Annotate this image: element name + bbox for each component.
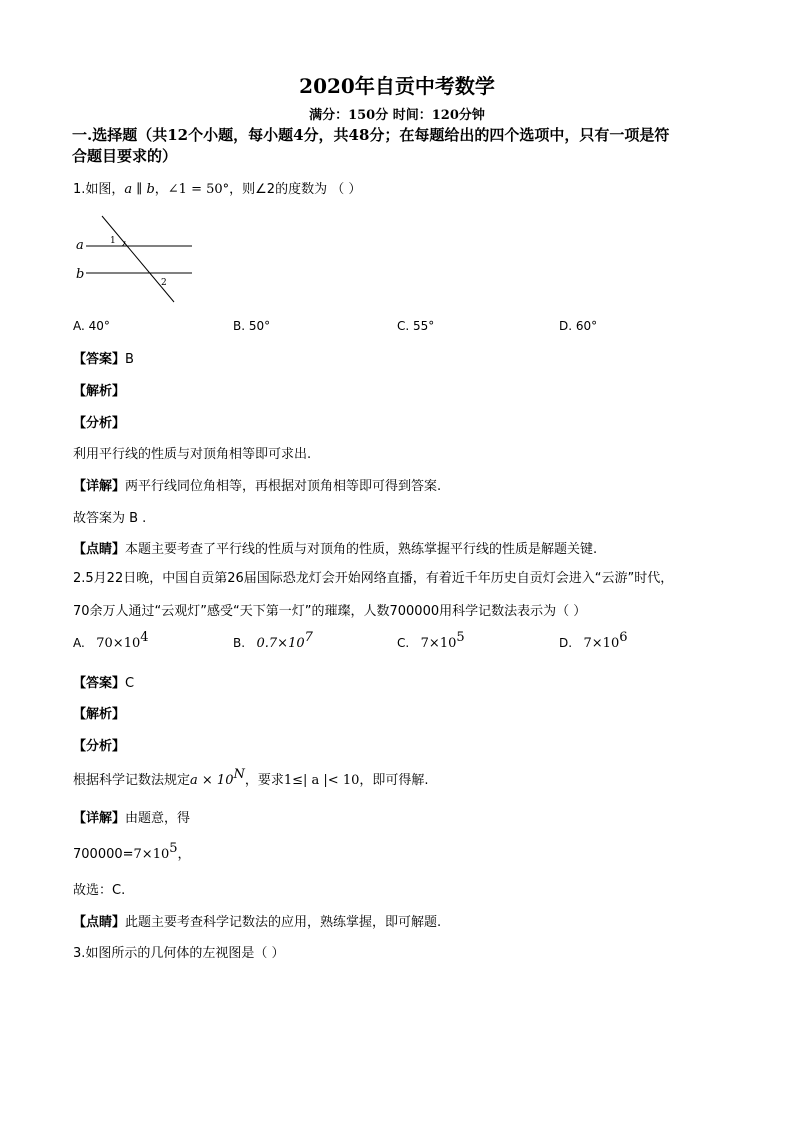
option-exp: 5 <box>456 630 465 645</box>
option-base: 7×10 <box>583 636 620 651</box>
transversal-line <box>102 216 174 302</box>
page-title: 2020年自贡中考数学 <box>299 74 495 98</box>
q1-stem-prefix: 1.如图， <box>73 182 125 197</box>
fenxi-prefix: 根据科学记数法规定 <box>73 773 191 788</box>
section-title-line1: 一.选择题（共12个小题，每小题4分，共48分；在每题给出的四个选项中，只有一项是符 <box>72 126 670 144</box>
q1-stem-parallel: ∥ <box>132 182 147 197</box>
fenxi-suffix: ，即可得解. <box>359 773 429 788</box>
q2-equation <box>73 843 191 862</box>
exam-meta: 满分：150分 时间：120分钟 <box>309 108 485 123</box>
option-base: 70×10 <box>96 636 141 651</box>
fenxi-formula-exp: N <box>233 767 245 782</box>
q2-fenxi-text <box>73 769 429 788</box>
q2-comment <box>73 911 441 930</box>
eq-left: 700000= <box>73 847 134 862</box>
q1-fenxi-text: 利用平行线的性质与对顶角相等即可求出. <box>73 447 312 462</box>
q2-option-c <box>397 630 465 651</box>
detail-tag: 【详解】 <box>73 811 126 826</box>
option-exp: 4 <box>140 630 149 645</box>
q1-jiexi: 【解析】 <box>73 384 126 399</box>
option-letter: B. <box>233 636 246 650</box>
q1-option-c: C. 55° <box>397 319 435 333</box>
answer-value: B <box>125 352 134 367</box>
q3-stem: 3.如图所示的几何体的左视图是（ ） <box>73 946 285 961</box>
q1-stem-a: a <box>124 182 133 197</box>
q1-stem-suffix: ，则∠2的度数为 （ ） <box>229 182 362 197</box>
answer-value: C <box>125 676 135 691</box>
q2-detail <box>73 807 190 826</box>
option-letter: D. <box>559 636 573 650</box>
q2-conclusion: 故选：C. <box>73 883 126 898</box>
q1-stem-angle: ，∠1 = 50° <box>154 182 230 197</box>
q1-answer <box>73 348 134 367</box>
q2-option-d <box>559 630 628 651</box>
fenxi-condition: 1≤| a |< 10 <box>283 773 360 788</box>
q1-option-a: A. 40° <box>73 319 110 333</box>
answer-tag: 【答案】 <box>73 352 126 367</box>
comment-tag: 【点睛】 <box>73 915 126 930</box>
q2-option-b <box>233 630 313 651</box>
option-exp: 7 <box>304 630 313 645</box>
eq-base: 7×10 <box>133 847 170 862</box>
option-letter: A. <box>73 636 85 650</box>
q1-option-b: B. 50° <box>233 319 271 333</box>
q2-fenxi-tag: 【分析】 <box>73 739 126 754</box>
label-b: b <box>76 267 85 282</box>
q2-stem-line1: 2.5月22日晚，中国自贡第26届国际恐龙灯会开始网络直播，有着近千年历史自贡灯会进入“云游”时代， <box>73 571 674 586</box>
fenxi-formula-base: a × 10 <box>190 773 234 788</box>
comment-text: 此题主要考查科学记数法的应用，熟练掌握，即可解题. <box>125 915 442 930</box>
q2-stem-line2: 70余万人通过“云观灯”感受“天下第一灯”的璀璨，人数700000用科学记数法表示为（ ） <box>73 604 587 619</box>
label-a: a <box>76 238 84 253</box>
answer-tag: 【答案】 <box>73 676 126 691</box>
q1-stem-b: b <box>146 182 155 197</box>
q1-fenxi-tag: 【分析】 <box>73 416 126 431</box>
eq-suffix: ， <box>177 847 191 862</box>
label-angle-2: 2 <box>161 278 167 288</box>
q2-jiexi: 【解析】 <box>73 707 126 722</box>
section-title-line2: 合题目要求的） <box>72 147 178 165</box>
q1-conclusion: 故答案为 B . <box>73 511 147 526</box>
q1-option-d: D. 60° <box>559 319 598 333</box>
q1-figure <box>74 212 198 308</box>
option-base: 7×10 <box>420 636 457 651</box>
comment-tag: 【点睛】 <box>73 542 126 557</box>
option-letter: C. <box>397 636 410 650</box>
eq-exp: 5 <box>169 841 178 856</box>
detail-text: 两平行线同位角相等，再根据对顶角相等即可得到答案. <box>125 479 442 494</box>
label-angle-1: 1 <box>110 236 116 246</box>
option-base: 0.7×10 <box>256 636 305 651</box>
q1-stem <box>73 178 361 197</box>
q2-option-a <box>73 630 149 651</box>
q2-answer <box>73 672 134 691</box>
option-exp: 6 <box>619 630 628 645</box>
detail-text: 由题意，得 <box>125 811 191 826</box>
q1-comment <box>73 538 597 557</box>
comment-text: 本题主要考查了平行线的性质与对顶角的性质，熟练掌握平行线的性质是解题关键. <box>125 542 598 557</box>
fenxi-mid: ，要求 <box>244 773 284 788</box>
detail-tag: 【详解】 <box>73 479 126 494</box>
q1-detail <box>73 475 441 494</box>
